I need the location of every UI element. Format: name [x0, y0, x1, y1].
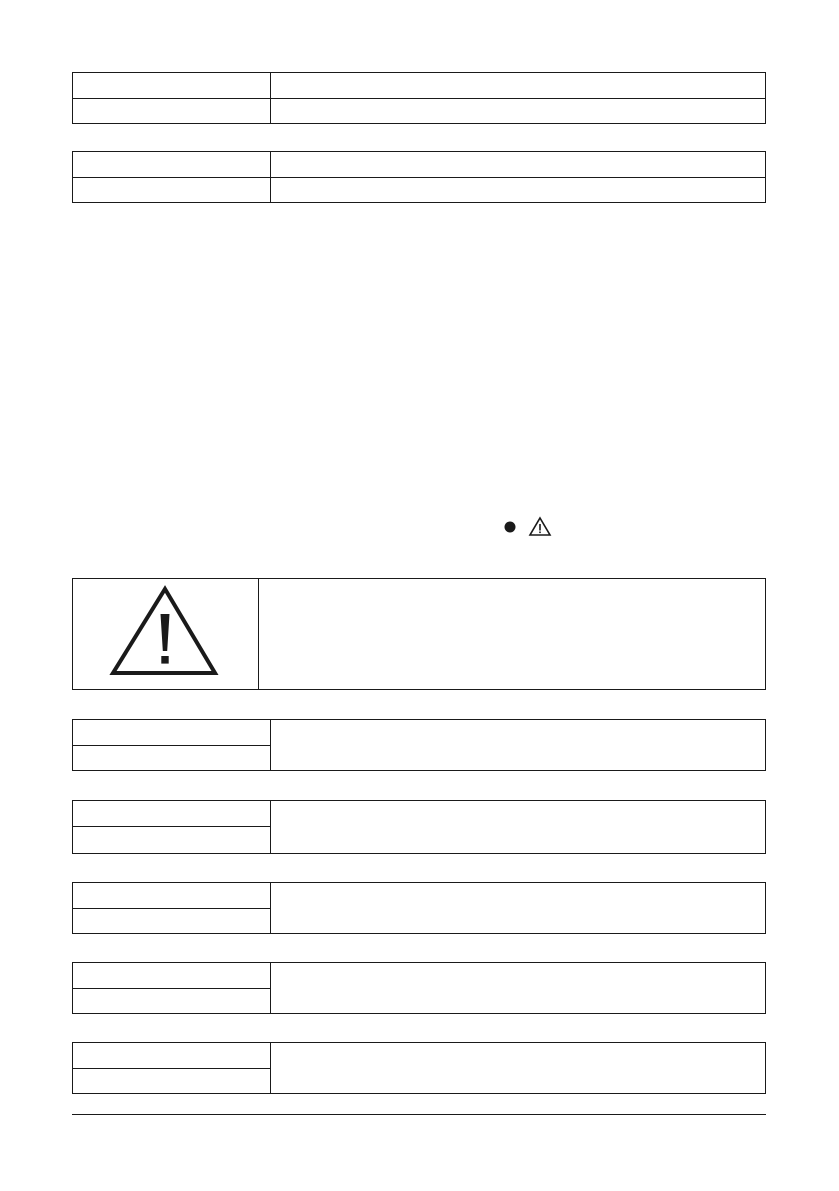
table-divider [73, 98, 765, 99]
warning-icon-cell [73, 579, 258, 689]
table-divider [270, 720, 271, 770]
table-divider [270, 963, 271, 1013]
table-divider [73, 908, 270, 909]
symbol-row [503, 516, 563, 538]
table-divider [73, 988, 270, 989]
spec-table-3 [72, 882, 766, 934]
table-divider [270, 1043, 271, 1093]
spec-table-4 [72, 962, 766, 1014]
table-divider [73, 1068, 270, 1069]
info-table-2 [72, 151, 766, 203]
table-divider [270, 883, 271, 933]
table-divider [270, 801, 271, 853]
table-divider [73, 177, 765, 178]
inline-symbols [503, 516, 563, 538]
warning-icon [530, 518, 550, 535]
spec-table-1 [72, 719, 766, 771]
spec-table-5 [72, 1042, 766, 1094]
bullet-icon [505, 522, 516, 533]
warning-triangle-icon [73, 579, 258, 689]
warning-divider [258, 579, 259, 689]
spec-table-2 [72, 800, 766, 854]
info-table-1 [72, 72, 766, 124]
table-divider [73, 745, 270, 746]
footer-rule [72, 1114, 766, 1115]
table-divider [73, 826, 270, 827]
warning-box [72, 578, 766, 690]
